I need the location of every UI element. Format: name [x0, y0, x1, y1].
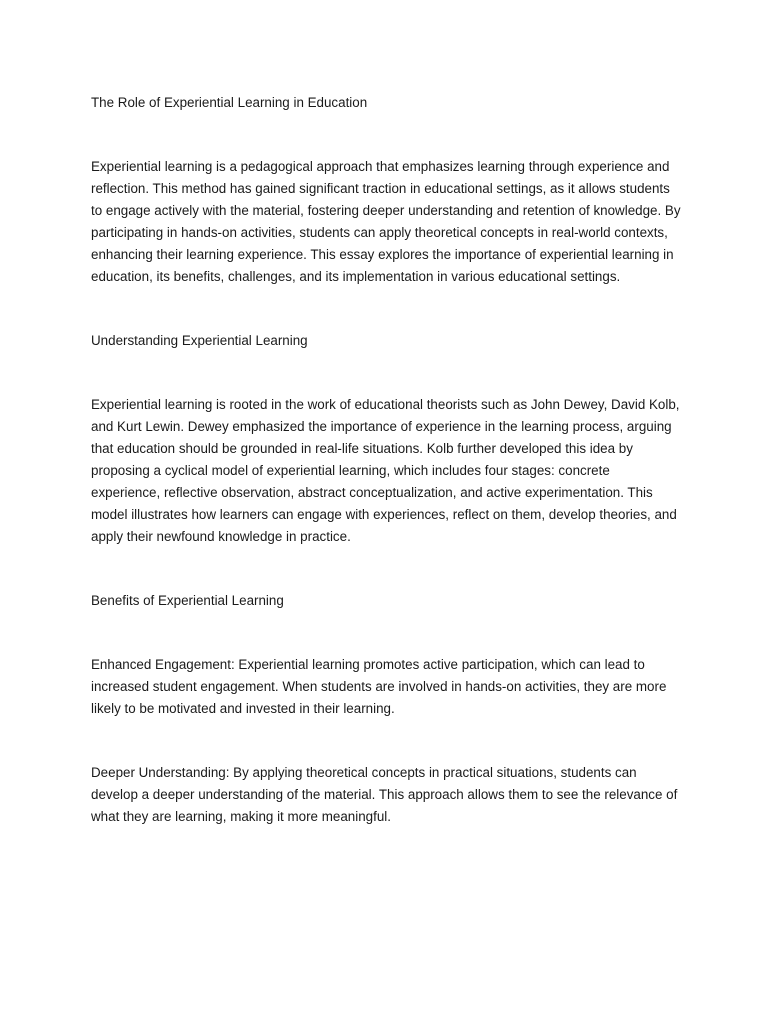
section-heading-benefits: Benefits of Experiential Learning	[91, 593, 284, 608]
intro-paragraph: Experiential learning is a pedagogical approach that emphasizes learning through experience and reflection. This method has gained significant traction in educational settings, as it allows students to engage actively with the material, fostering deeper understanding and retention of knowledge. By participating in hands-on activities, students can apply theoretical concepts in real-world contexts, enhancing their learning experience. This essay explores the importance of experiential learning in education, its benefits, challenges, and its implementation in various educational settings.	[91, 159, 681, 284]
benefit-paragraph-understanding: Deeper Understanding: By applying theoretical concepts in practical situations, students can develop a deeper understanding of the material. This approach allows them to see the relevance of what they are learning, making it more meaningful.	[91, 765, 678, 824]
document-title: The Role of Experiential Learning in Education	[91, 95, 368, 110]
section-heading-understanding: Understanding Experiential Learning	[91, 333, 308, 348]
section-paragraph-understanding: Experiential learning is rooted in the work of educational theorists such as John Dewey, David Kolb, and Kurt Lewin. Dewey emphasized the importance of experience in the learning process, arguing that education should be grounded in real-life situations. Kolb further developed this idea by proposing a cyclical model of experiential learning, which includes four stages: concrete experience, reflective observation, abstract conceptualization, and active experimentation. This model illustrates how learners can engage with experiences, reflect on them, develop theories, and apply their newfound knowledge in practice.	[91, 397, 680, 544]
benefit-paragraph-engagement: Enhanced Engagement: Experiential learning promotes active participation, which can lead to increased student engagement. When students are involved in hands-on activities, they are more likely to be motivated and invested in their learning.	[91, 657, 667, 716]
document-body	[91, 92, 681, 828]
